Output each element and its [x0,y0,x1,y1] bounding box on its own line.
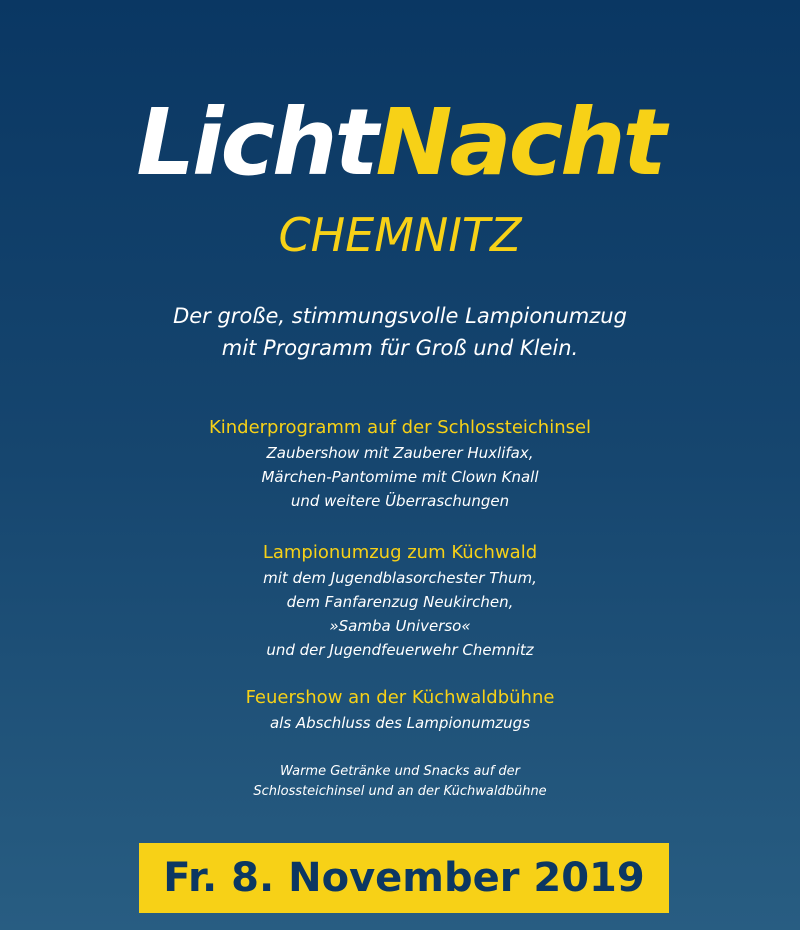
program-kinderprogramm [0,415,800,513]
event-city: CHEMNITZ [278,208,522,262]
intro-line: Der große, stimmungsvolle Lampionumzug [173,304,627,328]
program-lampionumzug [0,540,800,662]
intro-text [0,300,800,364]
program-line: als Abschluss des Lampionumzugs [269,714,531,732]
program-heading: Feuershow an der Küchwaldbühne [245,687,555,708]
event-date: Fr. 8. November 2019 [163,855,645,901]
program-line: dem Fanfarenzug Neukirchen, [286,593,514,611]
refreshments-note [0,762,800,802]
note-line: Schlossteichinsel und an der Küchwaldbühne [253,784,547,799]
program-line: und weitere Überraschungen [290,492,510,510]
program-line: Zaubershow mit Zauberer Huxlifax, [266,444,534,462]
program-feuershow [0,685,800,735]
intro-line: mit Programm für Groß und Klein. [221,336,579,360]
program-line: mit dem Jugendblasorchester Thum, [263,569,537,587]
title-part-nacht: Nacht [375,89,664,196]
event-date-banner [139,843,669,913]
program-heading: Lampionumzug zum Küchwald [262,542,538,563]
program-heading: Kinderprogramm auf der Schlossteichinsel [208,417,592,438]
event-title [0,88,800,198]
note-line: Warme Getränke und Snacks auf der [279,764,521,779]
program-line: Märchen-Pantomime mit Clown Knall [261,468,539,486]
title-part-licht: Licht [136,89,376,196]
program-line: »Samba Universo« [329,617,471,635]
program-line: und der Jugendfeuerwehr Chemnitz [266,641,534,659]
